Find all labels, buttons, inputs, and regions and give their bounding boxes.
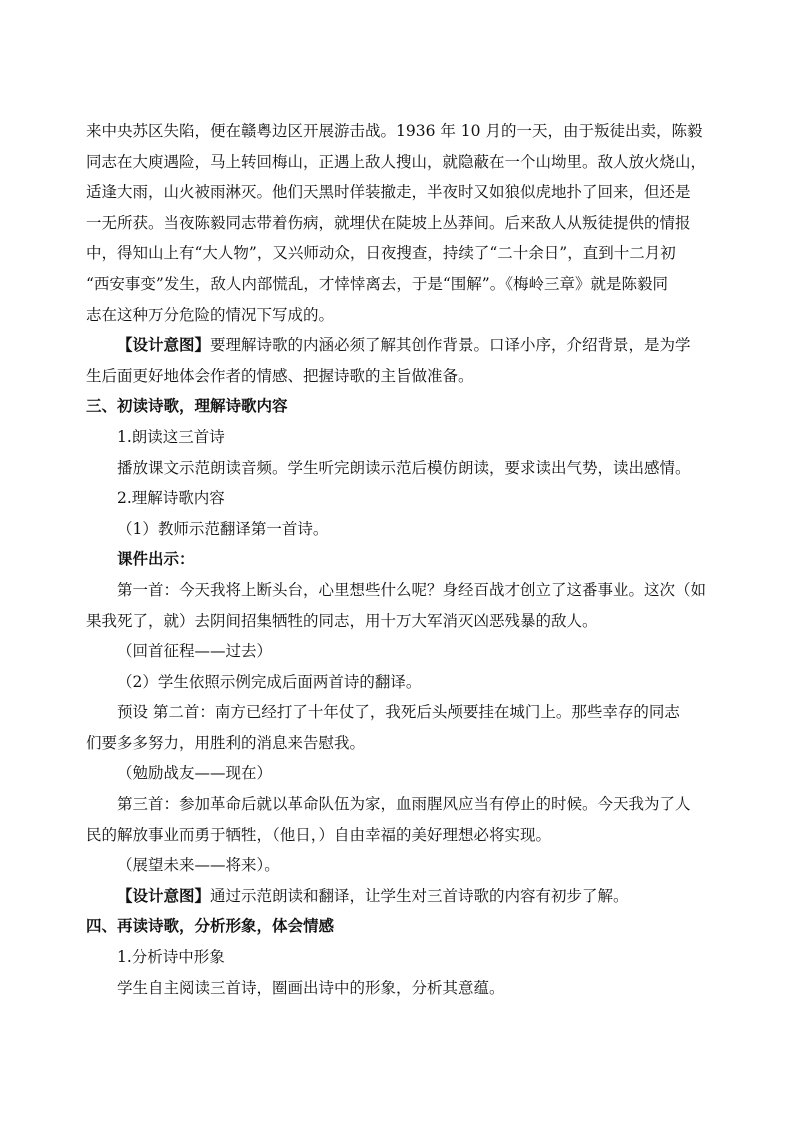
poem-translation-3-cont: 民的解放事业而勇于牺牲，（他日，）自由幸福的美好理想必将实现。 bbox=[86, 825, 552, 844]
item-3-2-2: （2）学生依照示例完成后面两首诗的翻译。 bbox=[117, 672, 422, 691]
subheading-4-1: 1.分析诗中形象 bbox=[117, 948, 225, 967]
poem-translation-2-cont: 们要多多努力，用胜利的消息来告慰我。 bbox=[86, 733, 366, 752]
subheading-3-2: 2.理解诗歌内容 bbox=[117, 489, 225, 508]
poem-translation-3: 第三首：参加革命后就以革命队伍为家，血雨腥风应当有停止的时候。今天我为了人 bbox=[117, 795, 691, 814]
section-heading-3: 三、初读诗歌，理解诗歌内容 bbox=[86, 396, 288, 416]
paragraph-line: 来中央苏区失陷，便在赣粤边区开展游击战。1936 年 10 月的一天，由于叛徒出卖，陈毅 bbox=[86, 122, 703, 140]
note-line: （勉励战友——现在） bbox=[117, 764, 273, 783]
subheading-3-1: 1.朗读这三首诗 bbox=[117, 427, 225, 446]
item-3-2-1: （1）教师示范翻译第一首诗。 bbox=[117, 519, 329, 538]
poem-translation-1: 第一首：今天我将上断头台，心里想些什么呢？身经百战才创立了这番事业。这次（如 bbox=[117, 580, 707, 599]
design-intent-text: 要理解诗歌的内涵必须了解其创作背景。口译小序，介绍背景，是为学 bbox=[210, 336, 691, 355]
design-intent-text: 通过示范朗读和翻译，让学生对三首诗歌的内容有初步了解。 bbox=[210, 886, 629, 905]
poem-translation-2: 预设 第二首：南方已经打了十年仗了，我死后头颅要挂在城门上。那些幸存的同志 bbox=[117, 703, 680, 722]
paragraph-line: 中，得知山上有“大人物”，又兴师动众，日夜搜查，持续了“二十余日”，直到十二月初 bbox=[86, 244, 676, 263]
design-intent-label: 【设计意图】 bbox=[117, 885, 211, 905]
paragraph-line: “西安事变”发生，敌人内部慌乱，才悻悻离去，于是“围解”。《梅岭三章》就是陈毅同 bbox=[86, 274, 668, 293]
design-intent-label: 【设计意图】 bbox=[117, 335, 211, 355]
design-intent-1 bbox=[86, 330, 708, 361]
design-intent-2 bbox=[86, 881, 708, 912]
courseware-label: 课件出示： bbox=[117, 549, 195, 569]
note-line: （回首征程——过去） bbox=[117, 642, 273, 661]
paragraph-line: 学生自主阅读三首诗，圈画出诗中的形象，分析其意蕴。 bbox=[117, 978, 505, 997]
paragraph-line: 志在这种万分危险的情况下写成的。 bbox=[86, 305, 335, 324]
paragraph-line: 同志在大庾遇险，马上转回梅山，正遇上敌人搜山，就隐蔽在一个山坳里。敌人放火烧山， bbox=[86, 152, 707, 171]
paragraph-line: 播放课文示范朗读音频。学生听完朗读示范后模仿朗读，要求读出气势，读出感情。 bbox=[117, 458, 691, 477]
poem-translation-1-cont: 果我死了，就）去阴间招集牺牲的同志，用十万大军消灭凶恶残暴的敌人。 bbox=[86, 611, 598, 630]
paragraph-line: 一无所获。当夜陈毅同志带着伤病，就埋伏在陡坡上丛莽间。后来敌人从叛徒提供的情报 bbox=[86, 213, 691, 232]
paragraph-line: 适逢大雨，山火被雨淋灭。他们天黑时佯装撤走，半夜时又如狼似虎地扑了回来，但还是 bbox=[86, 183, 691, 202]
note-line: （展望未来——将来）。 bbox=[117, 856, 280, 875]
section-heading-4: 四、再读诗歌，分析形象，体会情感 bbox=[86, 916, 335, 936]
paragraph-line: 生后面更好地体会作者的情感、把握诗歌的主旨做准备。 bbox=[86, 366, 474, 385]
